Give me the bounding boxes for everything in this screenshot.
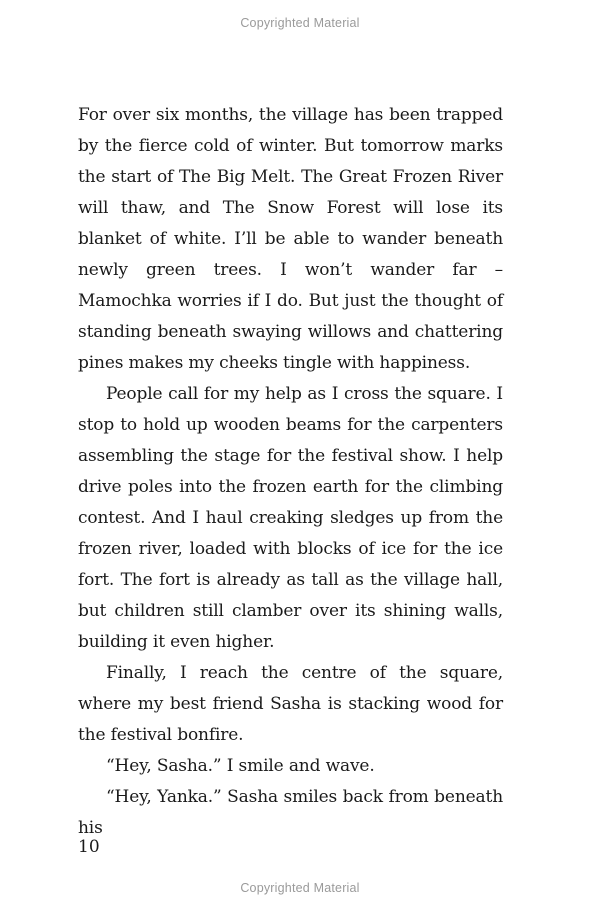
page-number: 10 — [78, 837, 100, 857]
paragraph-2: People call for my help as I cross the square. I stop to hold up wooden beams for the carpenters assembling the stage for the festival show. I help drive poles into the frozen earth for the climbing contest. And I haul creaking sledges up from the frozen river, loaded with blocks of ice for the ice fort. The fort is already as tall as the village hall, but children still clamber over its shining walls, building it even higher. — [78, 384, 503, 652]
copyright-watermark-bottom: Copyrighted Material — [240, 881, 360, 895]
paragraph-5: “Hey, Yanka.” Sasha smiles back from beneath his — [78, 787, 503, 838]
copyright-watermark-top: Copyrighted Material — [240, 16, 360, 30]
body-text — [78, 100, 503, 844]
paragraph-4: “Hey, Sasha.” I smile and wave. — [106, 756, 375, 776]
paragraph-1: For over six months, the village has been trapped by the fierce cold of winter. But tomorrow marks the start of The Big Melt. The Great Frozen River will thaw, and The Snow Forest will lose its blanket of white. I’ll be able to wander beneath newly green trees. I won’t wander far – Mamochka worries if I do. But just the thought of standing beneath swaying willows and chattering pines makes my cheeks tingle with happiness. — [78, 105, 503, 373]
paragraph-3: Finally, I reach the centre of the square, where my best friend Sasha is stacking wood for the festival bonfire. — [78, 663, 503, 745]
